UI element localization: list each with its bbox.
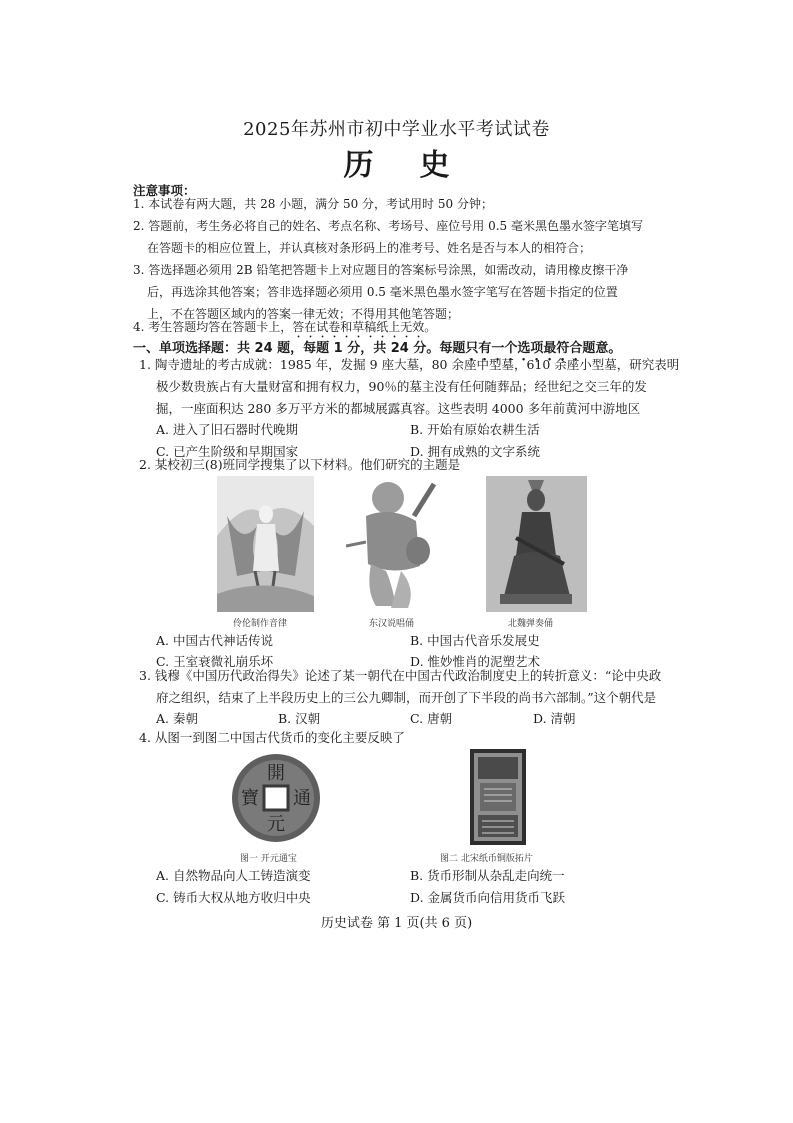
q4-option-c: C. 铸币大权从地方收归中央 (156, 890, 311, 905)
figure-linglun-image (217, 476, 314, 612)
coin-char-bottom: 元 (267, 814, 285, 835)
q1-stem-line-1: 1. 陶寺遗址的考古成就：1985 年，发掘 9 座大墓，80 余座中型墓，610 余座小型墓，研究表明 (139, 357, 680, 372)
q3-option-c: C. 唐朝 (410, 711, 453, 726)
q2-caption-1: 伶伦制作音律 (233, 619, 288, 629)
notice-item-3: 3. 答选择题必须用 2B 铅笔把答题卡上对应题目的答案标号涂黑，如需改动，请用橡皮擦干净 (133, 263, 629, 277)
figure-song-banknote-plate-image (470, 749, 526, 845)
notice-item-3-cont2: 上，不在答题区域内的答案一律无效；不得用其他笔答题； (147, 307, 460, 321)
q1-option-b: B. 开始有原始农耕生活 (410, 422, 540, 437)
notice-item-4-emphasis: 答在试卷和草稿纸上无效 (292, 320, 425, 334)
q1-stem-line-2: 极少数贵族占有大量财富和拥有权力，90％的墓主没有任何随葬品；经世纪之交三年的发 (156, 379, 647, 394)
q4-caption-2: 图二 北宋纸币铜版拓片 (440, 854, 533, 864)
q2-option-a: A. 中国古代神话传说 (156, 633, 273, 648)
notice-item-3-cont: 后，再选涂其他答案；答非选择题必须用 0.5 毫米黑色墨水签字笔写在答题卡指定的位置 (147, 285, 618, 299)
notice-item-2: 2. 答题前，考生务必将自己的姓名、考点名称、考场号、座位号用 0.5 毫米黑色墨水签字笔填写 (133, 219, 643, 233)
q1-stem-line-3: 掘，一座面积达 280 多万平方米的都城展露真容。这些表明 4000 多年前黄河中游地区 (156, 401, 641, 416)
coin-char-top: 開 (267, 763, 285, 784)
q2-caption-2: 东汉说唱俑 (369, 619, 415, 629)
q1-option-d: D. 拥有成熟的文字系统 (410, 444, 541, 459)
figure-kaiyuan-coin-image (230, 752, 322, 844)
q3-option-b: B. 汉朝 (278, 711, 321, 726)
q2-option-b: B. 中国古代音乐发展史 (410, 633, 540, 648)
section-1-emphasis: 只有一个选项最符合 (465, 341, 583, 356)
notice-item-2-cont: 在答题卡的相应位置上，并认真核对条形码上的准考号、姓名是否与本人的相符合； (147, 241, 592, 255)
q4-stem: 4. 从图一到图二中国古代货币的变化主要反映了 (139, 730, 405, 745)
q4-option-b: B. 货币形制从杂乱走向统一 (410, 868, 565, 883)
notice-heading: 注意事项： (133, 183, 196, 198)
page-footer: 历史试卷 第 1 页(共 6 页) (320, 916, 473, 931)
q2-stem: 2. 某校初三(8)班同学搜集了以下材料。他们研究的主题是 (139, 457, 461, 472)
subject-title: 历史 (343, 148, 496, 183)
q2-option-d: D. 惟妙惟肖的泥塑艺术 (410, 654, 541, 669)
q2-option-c: C. 王室衰微礼崩乐坏 (156, 654, 274, 669)
figure-northern-wei-musician-image (486, 476, 587, 612)
q1-option-c: C. 已产生阶级和早期国家 (156, 444, 299, 459)
q3-option-d: D. 清朝 (533, 711, 576, 726)
q1-option-a: A. 进入了旧石器时代晚期 (156, 422, 298, 437)
notice-item-1: 1. 本试卷有两大题，共 28 小题，满分 50 分，考试用时 50 分钟； (133, 197, 493, 211)
q2-caption-3: 北魏弹奏俑 (508, 619, 554, 629)
q4-option-d: D. 金属货币向信用货币飞跃 (410, 890, 566, 905)
section-1-heading: 一、单项选择题：共 24 题，每题 1 分，共 24 分。每题只有一个选项最符合题意。 (133, 341, 622, 356)
notice-item-4: 4. 考生答题均答在答题卡上，答在试卷和草稿纸上无效。 (133, 320, 437, 334)
q4-option-a: A. 自然物品向人工铸造演变 (156, 868, 311, 883)
coin-char-left: 寶 (241, 788, 259, 809)
figure-storyteller-figurine-image (346, 476, 446, 612)
q3-stem-line-2: 府之组织，结束了上半段历史上的三公九卿制，而开创了下半段的尚书六部制。”这个朝代是 (156, 690, 657, 705)
q3-stem-line-1: 3. 钱穆《中国历代政治得失》论述了某一朝代在中国古代政治制度史上的转折意义：“论中央政 (139, 668, 662, 683)
coin-char-right: 通 (293, 788, 311, 809)
exam-title: 2025年苏州市初中学业水平考试试卷 (243, 119, 550, 140)
q4-caption-1: 图一 开元通宝 (240, 854, 297, 864)
q3-option-a: A. 秦朝 (156, 711, 198, 726)
